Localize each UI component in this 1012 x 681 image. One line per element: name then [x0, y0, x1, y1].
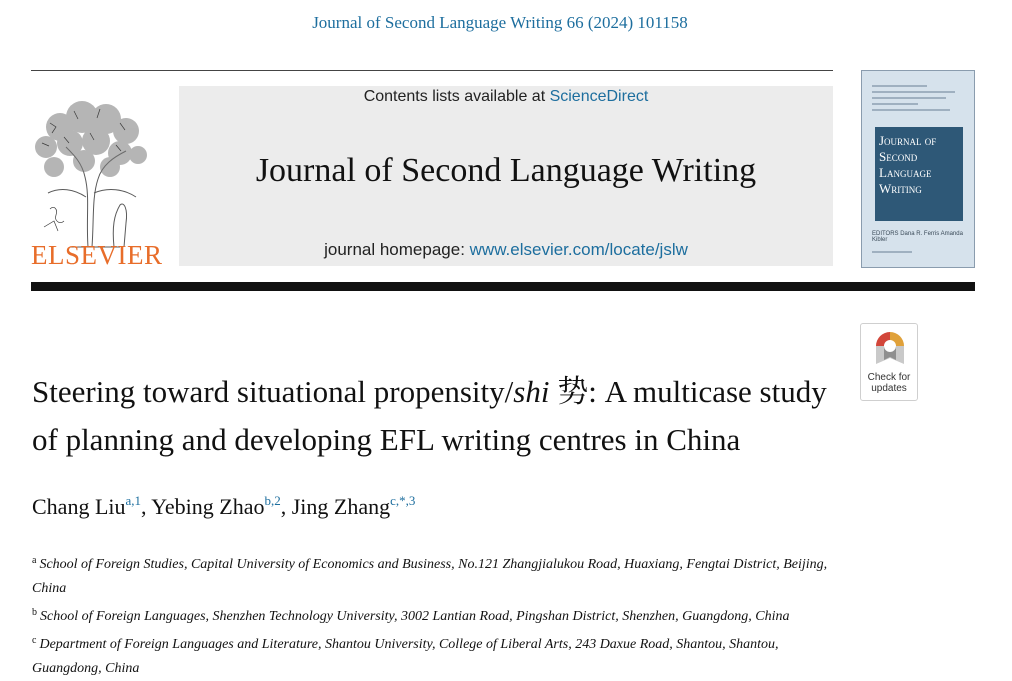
author-name[interactable]: Chang Liu	[32, 494, 126, 519]
title-italic: shi	[513, 374, 550, 409]
author-list	[32, 493, 415, 520]
affiliation-mark: a	[32, 555, 37, 566]
cover-title-line: Language	[879, 165, 932, 180]
author-marks[interactable]: a,1	[125, 493, 142, 508]
affiliation-list	[32, 549, 832, 681]
cover-title-line: Second	[879, 149, 918, 164]
affiliation-text: School of Foreign Studies, Capital University of Economics and Business, No.121 Zhangjialukou Road, Huaxiang, Fengtai District, Beijing, China	[32, 557, 828, 596]
journal-citation[interactable]: Journal of Second Language Writing 66 (2024) 101158	[312, 13, 688, 32]
cfu-line: updates	[871, 383, 907, 394]
check-for-updates-icon	[874, 330, 906, 368]
cover-decorative-lines	[872, 85, 964, 115]
title-part: 势: A multicase study of planning and developing EFL writing centres in China	[32, 374, 827, 457]
affiliation-text: School of Foreign Languages, Shenzhen Technology University, 3002 Lantian Road, Pingshan District, Shenzhen, Guangdong, China	[40, 609, 790, 624]
cfu-line: Check for	[867, 372, 911, 383]
author-marks[interactable]: c,*,3	[390, 493, 416, 508]
cover-title-line: Journal of	[879, 133, 937, 148]
check-for-updates-button[interactable]	[860, 323, 918, 401]
author-marks[interactable]: b,2	[264, 493, 281, 508]
article-title	[32, 368, 852, 464]
affiliation-item	[32, 601, 832, 629]
affiliation-mark: c	[32, 635, 37, 646]
author-separator: ,	[141, 494, 152, 519]
affiliation-text: Department of Foreign Languages and Literature, Shantou University, College of Liberal Arts, 243 Daxue Road, Shantou, Shantou, Guangdong, China	[32, 637, 779, 676]
header-rule	[31, 70, 833, 71]
cover-editors: EDITORS Dana R. Ferris Amanda Kibler	[872, 231, 963, 243]
author-name[interactable]: Jing Zhang	[291, 494, 391, 519]
journal-cover-thumbnail[interactable]	[861, 70, 975, 268]
cover-title-box	[875, 127, 963, 221]
journal-name: Journal of Second Language Writing	[255, 152, 757, 189]
header-thick-rule	[31, 282, 975, 291]
sciencedirect-link[interactable]: ScienceDirect	[549, 88, 649, 105]
cover-title-line: Writing	[879, 181, 922, 196]
author-separator: ,	[280, 494, 292, 519]
affiliation-item	[32, 629, 832, 681]
affiliation-mark: b	[32, 607, 37, 618]
elsevier-wordmark[interactable]: ELSEVIER	[31, 240, 163, 270]
author-name[interactable]: Yebing Zhao	[151, 494, 265, 519]
homepage-link[interactable]: www.elsevier.com/locate/jslw	[469, 240, 688, 259]
check-for-updates-label	[861, 372, 917, 394]
contents-prefix: Contents lists available at	[363, 88, 550, 105]
title-part: Steering toward situational propensity/	[32, 374, 514, 409]
homepage-prefix: journal homepage:	[324, 240, 470, 259]
cover-bottom-line	[872, 251, 912, 253]
homepage-line	[179, 240, 833, 260]
affiliation-item	[32, 549, 832, 601]
